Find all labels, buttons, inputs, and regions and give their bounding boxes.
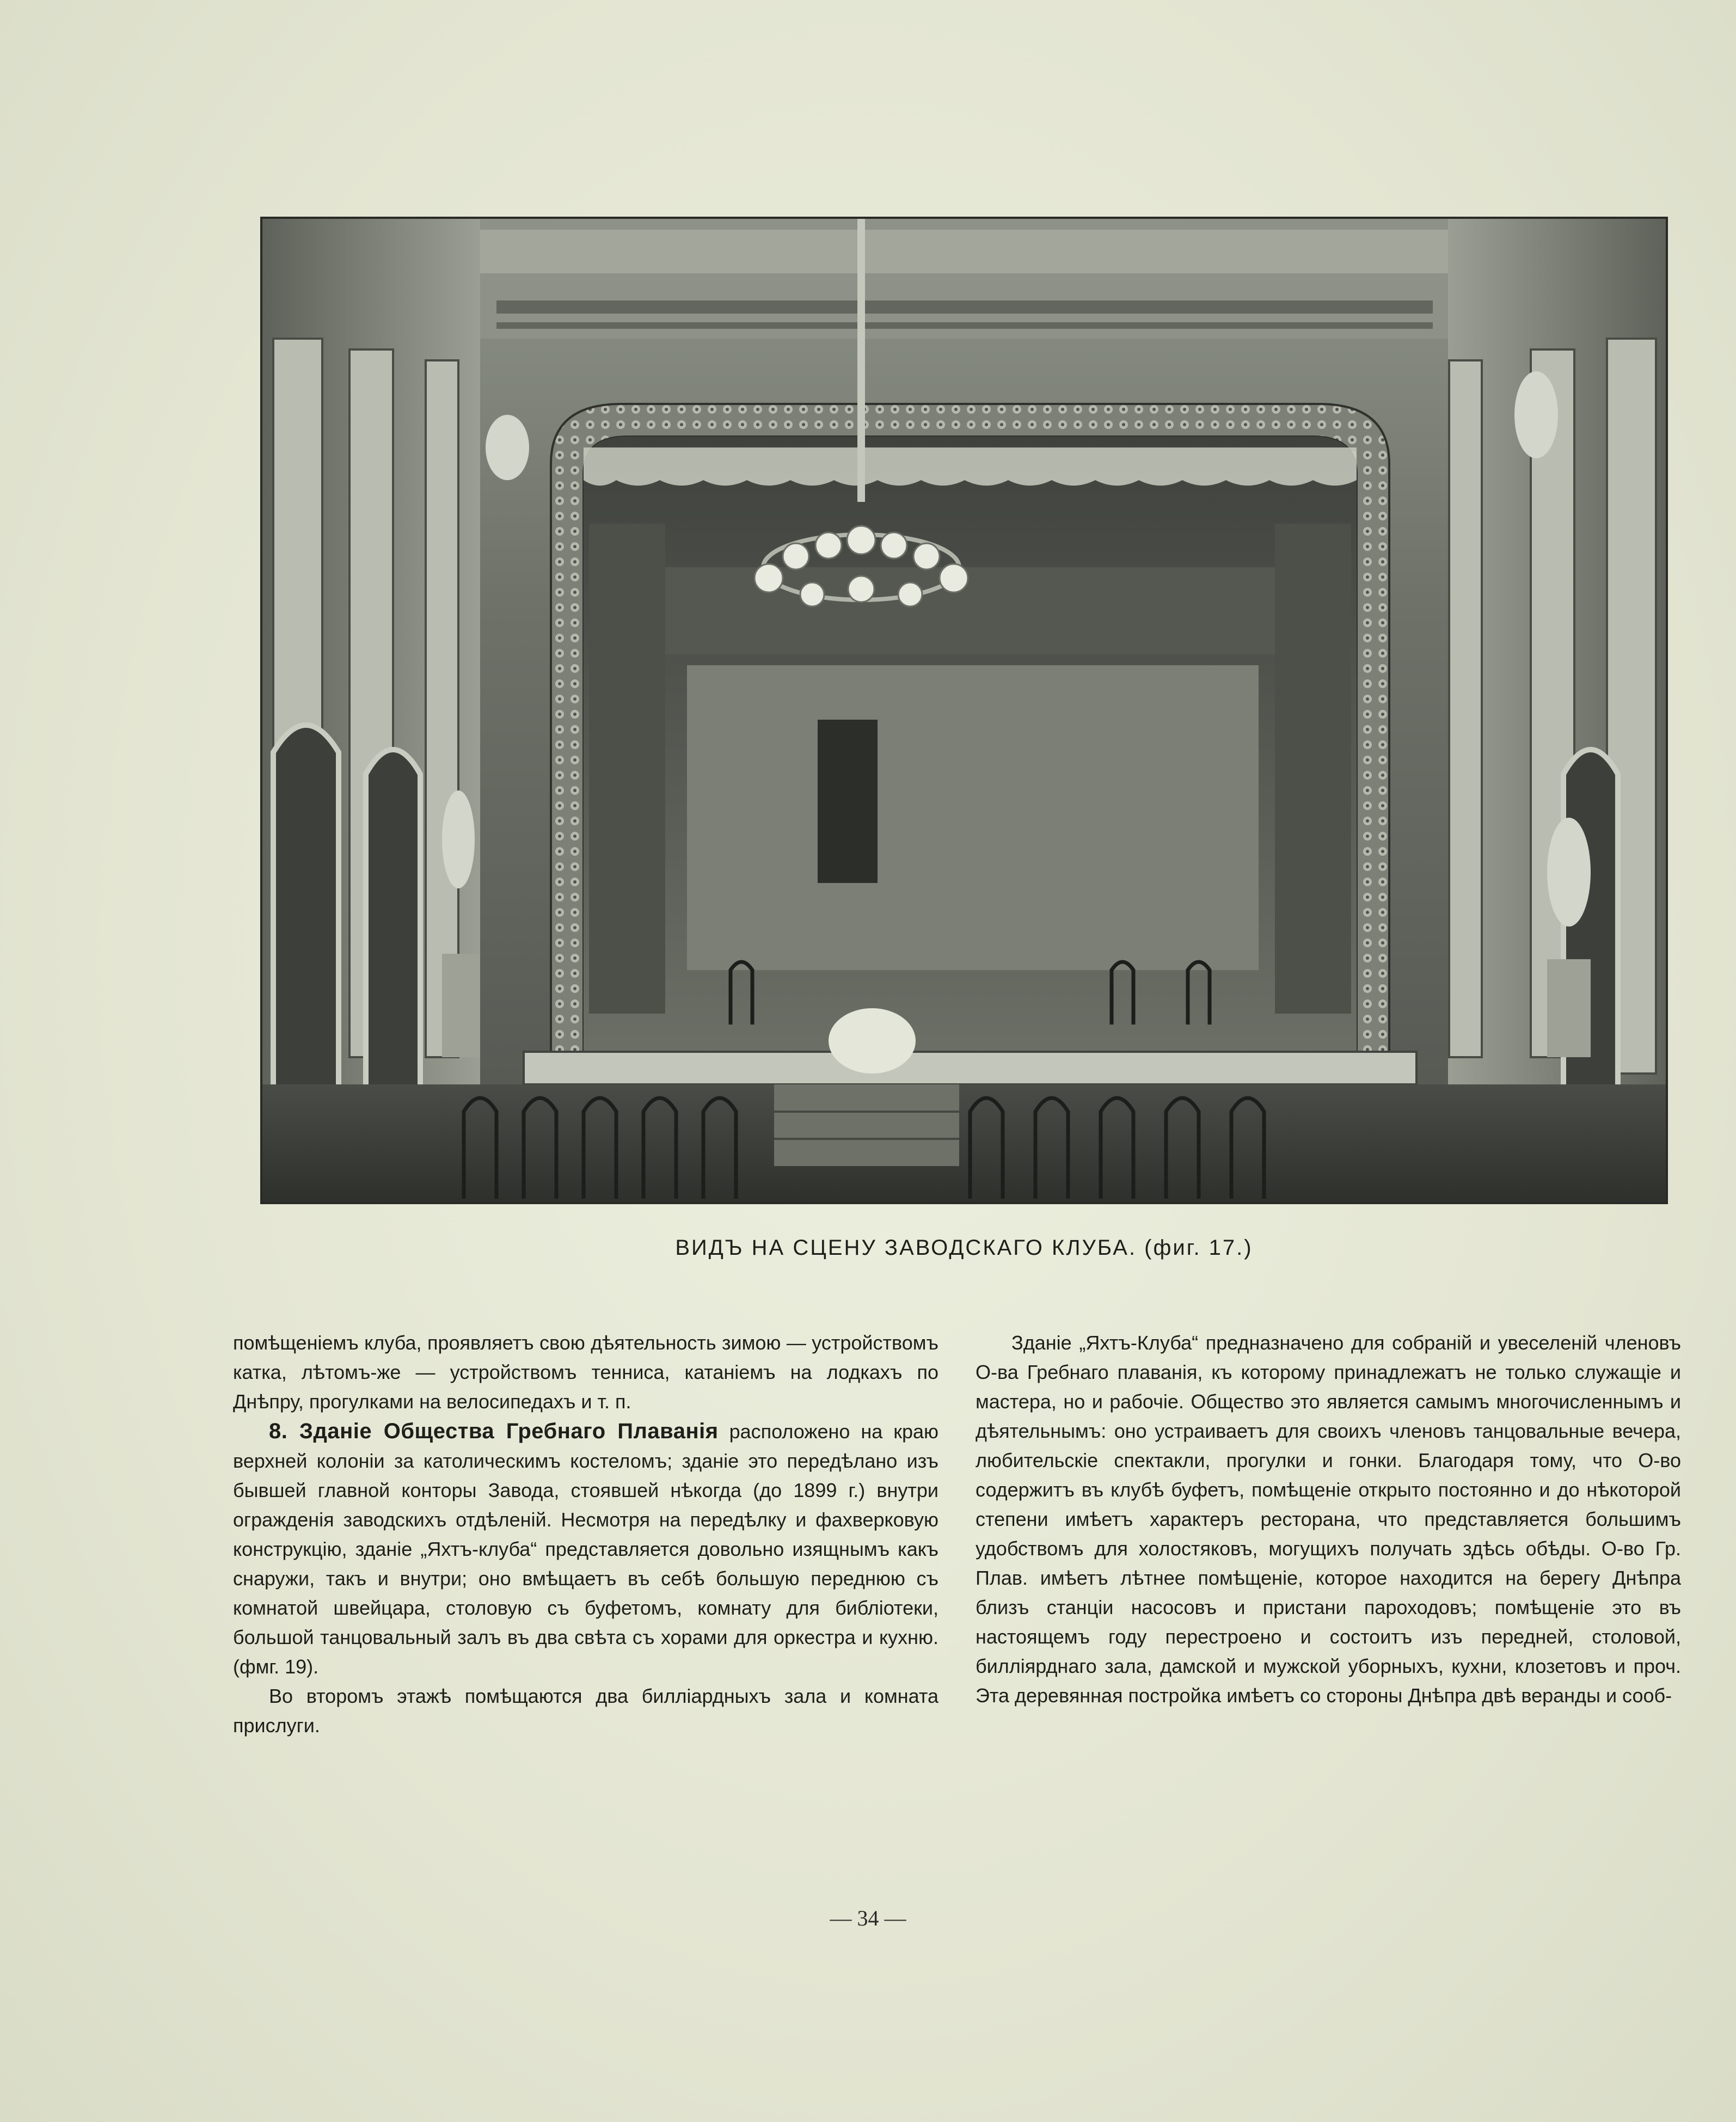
photo-caption: ВИДЪ НА СЦЕНУ ЗАВОДСКАГО КЛУБА. (фиг. 17.) — [675, 1236, 1253, 1260]
left-paragraph-3: Во второмъ этажѣ помѣщаются два билліардныхъ зала и комната прислуги. — [233, 1685, 938, 1737]
page-number: — 34 — — [830, 1906, 906, 1930]
right-text-column — [976, 1328, 1681, 1710]
left-paragraph-2-text: расположено на краю верхней колоніи за католическимъ костеломъ; зданіе это передѣлано изъ бывшей главной конторы Завода, стоявшей нѣкогда (до 1899 г.) внутри огражденія заводскихъ отдѣленій. Несмотря на передѣлку и фахверковую конструкцію, зданіе „Яхтъ-клуба“ представляется довольно изящнымъ какъ снаружи, такъ и внутри; оно вмѣщаетъ въ себѣ большую переднюю съ комнатой швейцара, столовую съ буфетомъ, комнату для библіотеки, большой танцовальный залъ въ два свѣта съ хорами для оркестра и кухню. (фмг. 19). — [233, 1420, 938, 1678]
stage-photograph — [260, 217, 1668, 1204]
right-paragraph-1: Зданіе „Яхтъ-Клуба“ предназначено для собраній и увеселеній членовъ О-ва Гребнаго плаванія, къ которому принадлежатъ не только служащіе и мастера, но и рабочіе. Общество это является самымъ многочисленнымъ и дѣятельнымъ: оно устраиваетъ для своихъ членовъ танцовальные вечера, любительскіе спектакли, прогулки и гонки. Благодаря тому, что О-во содержитъ въ клубѣ буфетъ, помѣщеніе открыто постоянно и до нѣкоторой степени имѣетъ характеръ ресторана, что представляется большимъ удобствомъ для холостяковъ, могущихъ получать здѣсь обѣды. О-во Гр. Плав. имѣетъ лѣтнее помѣщеніе, которое находится на берегу Днѣпра близъ станціи насосовъ и пристани пароходовъ; помѣщеніе это въ настоящемъ году перестроено и состоитъ изъ передней, столовой, билліярднаго зала, дамской и мужской уборныхъ, кухни, клозетовъ и проч. Эта деревянная постройка имѣетъ со стороны Днѣпра двѣ веранды и сооб- — [976, 1332, 1681, 1707]
left-text-column — [233, 1328, 938, 1740]
section-heading: 8. Зданіе Общества Гребнаго Плаванія — [269, 1419, 719, 1443]
left-paragraph-2 — [233, 1416, 938, 1682]
left-paragraph-1: помѣщеніемъ клуба, проявляетъ свою дѣятельность зимою — устройствомъ катка, лѣтомъ-же — устройствомъ тенниса, катаніемъ на лодкахъ по Днѣпру, прогулками на велосипедахъ и т. п. — [233, 1332, 938, 1413]
